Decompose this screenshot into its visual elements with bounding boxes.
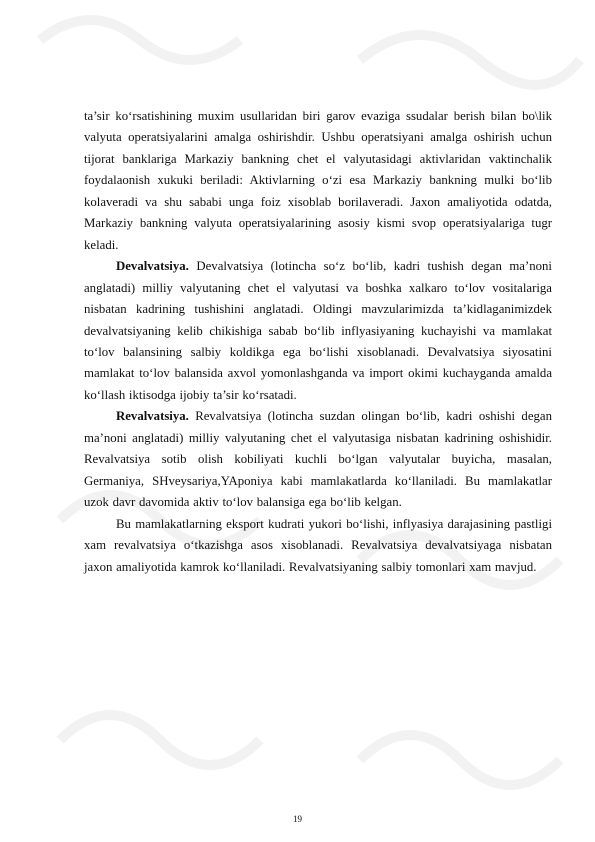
watermark-swirl-top-left [40, 20, 240, 60]
paragraph-revalvatsiya [84, 406, 552, 513]
document-body [84, 106, 552, 578]
paragraph-1-text: ta’sir ko‘rsatishining muxim usullaridan biri garov evaziga ssudalar berish bilan bo\lik valyuta operatsiyalarini amalga oshirishdir. Ushbu operatsiyani amalga oshirish uchun tijorat banklariga Markaziy bankning chet el valyutasidagi aktivlaridan vaktinchalik foydalaonish xukuki beriladi: Aktivlarning o‘zi esa Markaziy bankning mulki bo‘lib kolaveradi va shu sababi unga foiz xisoblab borilaveradi. Jaxon amaliyotida odatda, Markaziy bankning valyuta operatsiyalarining asosiy kismi svop operatsiyalariga tugr keladi. [84, 109, 552, 252]
paragraph-garov-ssudalar [84, 106, 552, 256]
revalvatsiya-heading: Revalvatsiya. [116, 409, 189, 424]
watermark-swirl-bottom-left [60, 715, 260, 765]
paragraph-2-text: Devalvatsiya (lotincha so‘z bo‘lib, kadri tushish degan ma’noni anglatadi) milliy valyutaning chet el valyutasi va boshka xalkaro to‘lov vositalariga nisbatan kadrining tushishini anglatadi. Oldingi mavzularimizda ta’kidlaganimizdek devalvatsiyaning kelib chikishiga sabab bo‘lib inflyasiyaning kuchayishi va mamlakat to‘lov balansining salbiy koldikga ega bo‘lishi xisoblanadi. Devalvatsiya siyosatini mamlakat to‘lov balansida axvol yomonlashganda va import okimi kuchayganda amalda ko‘llash iktisodga ijobiy ta’sir ko‘rsatadi. [84, 259, 552, 402]
page-number: 19 [293, 814, 302, 824]
paragraph-3-text: Revalvatsiya (lotincha suzdan olingan bo‘lib, kadri oshishi degan ma’noni anglatadi) milliy valyutaning chet el valyutasiga nisbatan kadrining oshishidir. Revalvatsiya sotib olish kobiliyati kuchli bo‘lgan valyutalar buyicha, masalan, Germaniya, SHveysariya,YAponiya kabi mamlakatlarda ko‘llaniladi. Bu mamlakatlar uzok davr davomida aktiv to‘lov balansiga ega bo‘lib kelgan. [84, 409, 552, 510]
watermark-swirl-bottom-right [360, 735, 560, 785]
devalvatsiya-heading: Devalvatsiya. [116, 259, 189, 274]
paragraph-4-text: Bu mamlakatlarning eksport kudrati yukori bo‘lishi, inflyasiya darajasining pastligi xam revalvatsiya o‘tkazishga asos xisoblanadi. Revalvatsiya devalvatsiyaga nisbatan jaxon amaliyotida kamrok ko‘llaniladi. Revalvatsiyaning salbiy tomonlari xam mavjud. [84, 516, 552, 574]
paragraph-eksport-kudrati [84, 514, 552, 578]
watermark-swirl-top-right [360, 35, 580, 85]
paragraph-devalvatsiya [84, 256, 552, 406]
